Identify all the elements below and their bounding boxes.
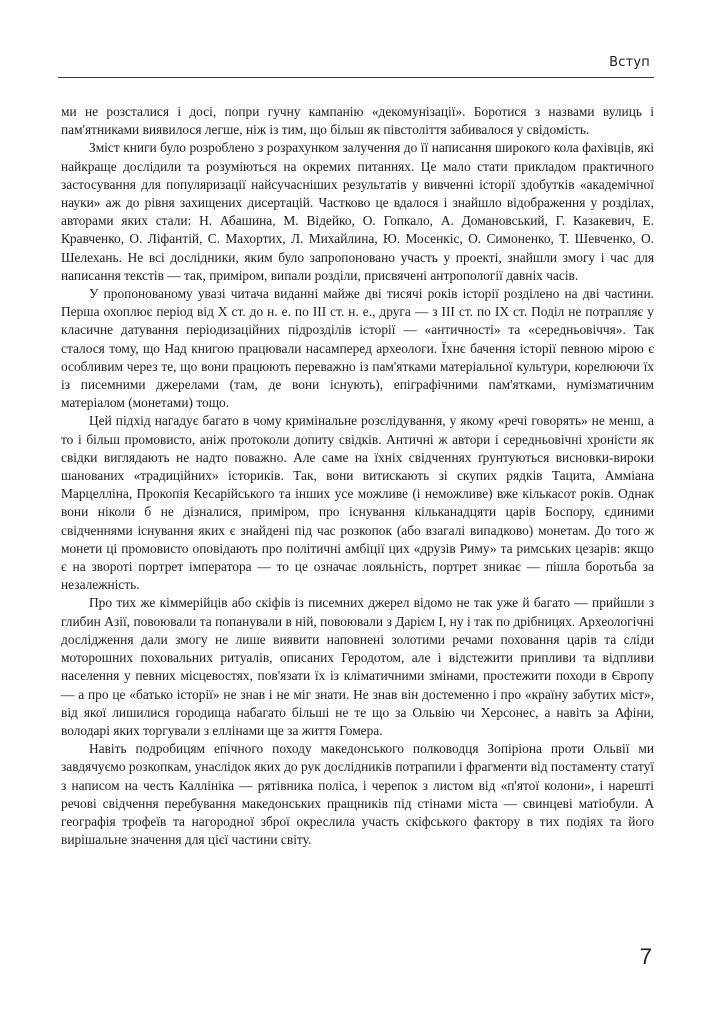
paragraph-2: Зміст книги було розроблено з розрахунком залучення до її написання широкого кола фахівців, які найкраще дослідили та розуміються на окремих питаннях. Це мало стати прикладом практичного застосування для популяризації найсучасніших результатів у вивченні історії здобутків «академічної науки» аж до рівня захищених дисертацій. Частково це вдалося і знайшло відображення у розділах, авторами яких стали: Н. Абашина, М. Відейко, О. Гопкало, А. Домановський, Г. Казакевич, Е. Кравченко, О. Ліфантій, С. Махортих, Л. Михайлина, Ю. Мосенкіс, О. Симоненко, Т. Шевченко, О. Шелехань. Не всі дослідники, яким було запропоновано участь у проекті, знайшли змогу і час для написання текстів — так, приміром, випали розділи, присвячені антропології давніх часів. (61, 140, 654, 283)
paragraph-1-continuation: ми не розсталися і досі, попри гучну кампанію «декомунізації». Боротися з назвами вулиць і пам'ятниками виявилося легше, ніж із тим, що більш як півстоліття забивалося у свідомість. (61, 104, 654, 138)
running-head-section-title: Вступ (609, 55, 650, 70)
paragraph-5: Про тих же кіммерійців або скіфів із писемних джерел відомо не так уже й багато — прийшли з глибин Азії, повоювали та попанували в ній, повоювали з Дарієм I, ну і так по дрібницях. Археологічні дослідження дали змогу не лише виявити наповнені золотими речами поховання царів та сліди моторошних поховальних ритуалів, описаних Геродотом, але і відстежити припливи та відпливи населення у певних місцевостях, пов'язати їх із кліматичними змінами, простежити походи в Європу — а про це «батько історії» не знав і не міг знати. Не знав він достеменно і про «країну забутих міст», від якої лишилися городища набагато більші не те що за Ольвію чи Херсонес, а навіть за Афіни, володарі яких торгували з еллінами ще за життя Гомера. (61, 595, 654, 738)
paragraph-3: У пропонованому увазі читача виданні майже дві тисячі років історії розділено на дві частини. Перша охоплює період від X ст. до н. е. по III ст. н. е., друга — з III ст. по IX ст. Поділ не потрапляє у класичне датування періодизаційних підрозділів історії — «античності» та «середньовіччя». Так сталося тому, що Над книгою працювали насамперед археологи. Їхнє бачення історії певною мірою є особливим через те, що вони працюють переважно із пам'ятками матеріальної культури, корелюючи їх із писемними джерелами (там, де вони існують), епіграфічними пам'ятками, нумізматичним матеріалом (монетами) тощо. (61, 286, 654, 411)
body-text (61, 103, 654, 849)
paragraph-4: Цей підхід нагадує багато в чому кримінальне розслідування, у якому «речі говорять» не менш, а то і більш промовисто, аніж протоколи допиту свідків. Античні ж автори і середньовічні хроністи як свідки виглядають не надто поважно. Але саме на їхніх свідченнях ґрунтуються висновки-вироки шанованих «традиційних» істориків. Так, вони витискають зі скупих рядків Тацита, Амміана Марцелліна, Прокопія Кесарійського та інших усе можливе (і неможливе) вже кількасот років. Однак вони ніколи б не дізналися, приміром, про існування кільканадцяти царів Боспору, єдиними свідченнями існування яких є знайдені під час розкопок (або взагалі випадково) монетам. До того ж монети ці промовисто оповідають про політичні амбіції цих «друзів Риму» та римських цезарів: якщо є на звороті портрет імператора — то це означає лояльність, портрет зникає — пішла боротьба за незалежність. (61, 413, 654, 593)
page-number: 7 (639, 944, 652, 969)
paragraph-6: Навіть подробицям епічного походу македонського полководця Зопіріона проти Ольвії ми завдячуємо розкопкам, унаслідок яких до рук дослідників потрапили і фрагменти від постаменту статуї з написом на честь Каллініка — рятівника поліса, і черепок з листом від «п'ятої колони», і нарешті речові свідчення перебування македонських пращників під стінами міста — свинцеві матіобули. А географія трофеїв та нагородної зброї окреслила участь скіфського фактору в тих подіях та його вирішальне значення для цієї частини світу. (61, 741, 654, 848)
header-rule (58, 77, 654, 78)
